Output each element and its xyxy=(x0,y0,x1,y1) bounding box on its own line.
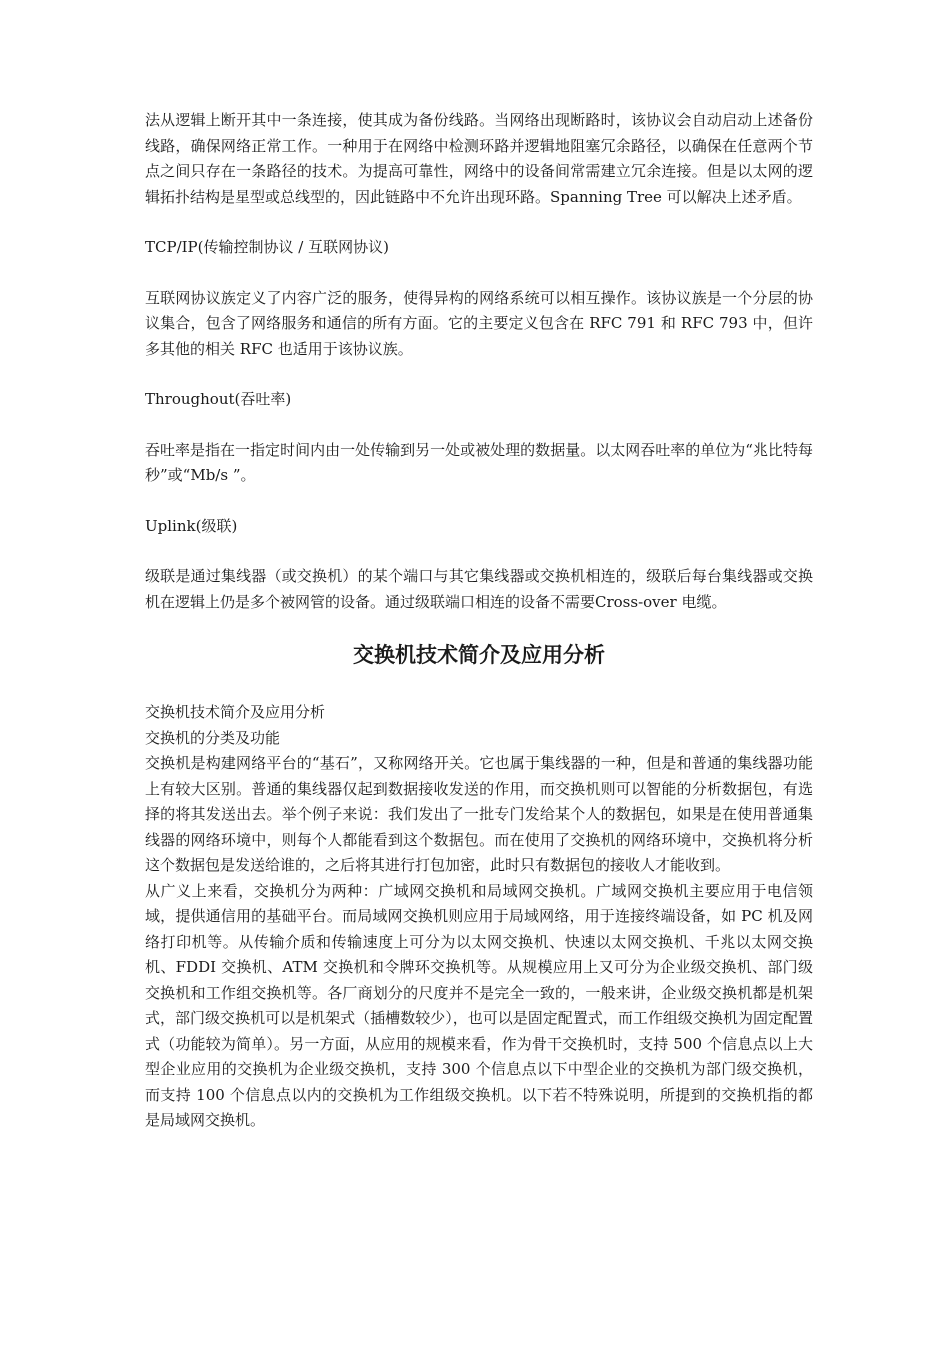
article-subtitle-2: 交换机的分类及功能 xyxy=(145,728,281,747)
term-tcp-ip: TCP/IP(传输控制协议 / 互联网协议) xyxy=(145,238,389,256)
paragraph-tcp-ip: 互联网协议族定义了内容广泛的服务，使得异构的网络系统可以相互操作。该协议族是一个分层的协议集合，包含了网络服务和通信的所有方面。它的主要定义包含在 RFC 791 和 RFC 793 中，但许多其他的相关 RFC 也适用于该协议族。 xyxy=(145,288,813,358)
term-throughout: Throughout(吞吐率) xyxy=(145,390,292,408)
article-body-1: 交换机是构建网络平台的“基石”，又称网络开关。它也属于集线器的一种，但是和普通的集线器功能上有较大区别。普通的集线器仅起到数据接收发送的作用，而交换机则可以智能的分析数据包，有选择的将其发送出去。举个例子来说：我们发出了一批专门发给某个人的数据包，如果是在使用普通集线器的网络环境中，则每个人都能看到这个数据包。而在使用了交换机的网络环境中，交换机将分析这个数据包是发送给谁的，之后将其进行打包加密，此时只有数据包的接收人才能收到。 xyxy=(145,754,813,874)
article-subtitle-1: 交换机技术简介及应用分析 xyxy=(145,703,326,721)
paragraph-throughout: 吞吐率是指在一指定时间内由一处传输到另一处或被处理的数据量。以太网吞吐率的单位为“兆比特每秒”或“Mb/s ”。 xyxy=(145,440,813,484)
document-page xyxy=(145,108,813,1134)
paragraph-uplink: 级联是通过集线器（或交换机）的某个端口与其它集线器或交换机相连的，级联后每台集线器或交换机在逻辑上仍是多个被网管的设备。通过级联端口相连的设备不需要Cross-over 电缆。 xyxy=(145,567,813,611)
article-body-2: 从广义上来看，交换机分为两种：广域网交换机和局域网交换机。广域网交换机主要应用于电信领域，提供通信用的基础平台。而局域网交换机则应用于局域网络，用于连接终端设备，如 PC 机及网络打印机等。从传输介质和传输速度上可分为以太网交换机、快速以太网交换机、千兆以太网交换机、FDDI 交换机、ATM 交换机和令牌环交换机等。从规模应用上又可分为企业级交换机、部门级交换机和工作组交换机等。各厂商划分的尺度并不是完全一致的，一般来讲，企业级交换机都是机架式，部门级交换机可以是机架式（插槽数较少），也可以是固定配置式，而工作组级交换机为固定配置式（功能较为简单）。另一方面，从应用的规模来看，作为骨干交换机时，支持 500 个信息点以上大型企业应用的交换机为企业级交换机，支持 300 个信息点以下中型企业的交换机为部门级交换机，而支持 100 个信息点以内的交换机为工作组级交换机。以下若不特殊说明，所提到的交换机指的都是局域网交换机。 xyxy=(145,881,813,1129)
term-uplink: Uplink(级联) xyxy=(145,516,238,535)
paragraph-spanning-tree: 法从逻辑上断开其中一条连接，使其成为备份线路。当网络出现断路时，该协议会自动启动上述备份线路，确保网络正常工作。一种用于在网络中检测环路并逻辑地阻塞冗余路径，以确保在任意两个节点之间只存在一条路径的技术。为提高可靠性，网络中的设备间常需建立冗余连接。但是以太网的逻辑拓扑结构是星型或总线型的，因此链路中不允许出现环路。Spanning Tree 可以解决上述矛盾。 xyxy=(145,111,813,206)
article-title: 交换机技术简介及应用分析 xyxy=(353,643,605,667)
